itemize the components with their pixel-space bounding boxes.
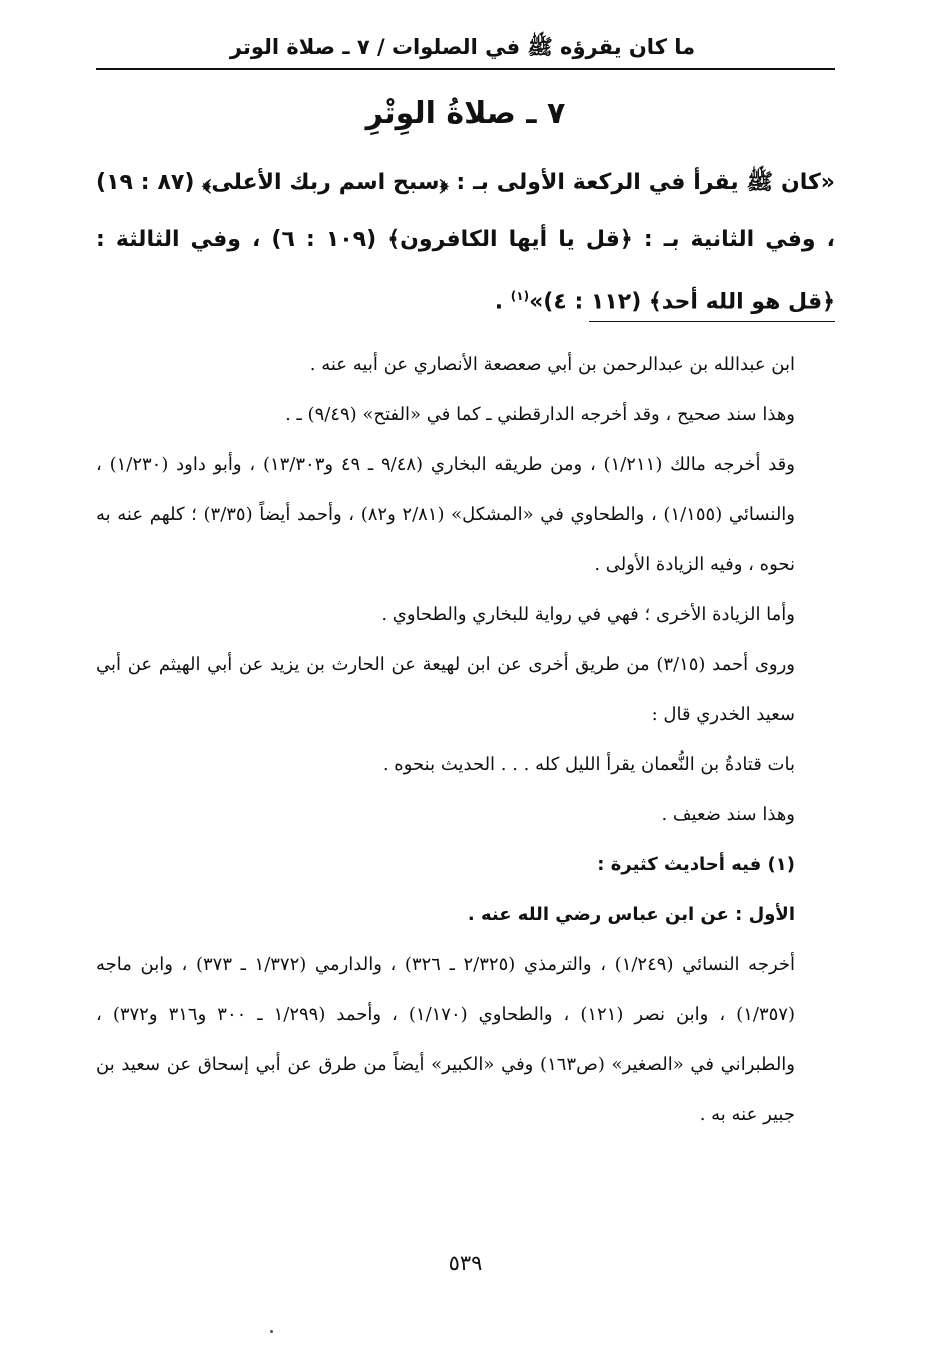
main-text-body: «كان ﷺ يقرأ في الركعة الأولى بـ : ﴿سبح اسم ربك الأعلى﴾ (٨٧ : ١٩) ، وفي الثانية بـ : ﴿قل يا أيها الكافرون﴾ (١٠٩ : ٦) ، وفي الثالثة : ﴿قل هو الله أحد﴾ (١١٢ : ٤)» (96, 170, 836, 315)
footnote-heading: (١) فيه أحاديث كثيرة : (597, 854, 795, 875)
header-rule (96, 68, 835, 70)
running-header: ما كان يقرؤه ﷺ في الصلوات / ٧ ـ صلاة الوتر (229, 35, 696, 59)
footnote-paragraph: وأما الزيادة الأخرى ؛ فهي في رواية للبخاري والطحاوي . (381, 604, 795, 625)
scan-speck (270, 1330, 273, 1333)
footnote-paragraph: بات قتادةُ بن النُّعمان يقرأ الليل كله . . . الحديث بنحوه . (382, 754, 795, 775)
page-number: ٥٣٩ (448, 1251, 483, 1275)
chapter-title: ٧ ـ صلاةُ الوِتْرِ (365, 96, 566, 131)
footnote-reference: (١) (510, 289, 530, 303)
main-text-end: . (494, 289, 511, 315)
footnote-paragraph: أخرجه النسائي (١/٢٤٩) ، والترمذي (٢/٣٢٥ ـ ٣٢٦) ، والدارمي (١/٣٧٢ ـ ٣٧٣) ، وابن ماجه (١/٣٥٧) ، وابن نصر (١٢١) ، والطحاوي (١/١٧٠) ، وأحمد (١/٢٩٩ ـ ٣٠٠ و٣١٦ و٣٧٢) ، والطبراني في «الصغير» (ص١٦٣) وفي «الكبير» أيضاً من طرق عن أبي إسحاق عن سعيد بن جبير عنه به . (96, 954, 796, 1125)
footnote-paragraph: وهذا سند صحيح ، وقد أخرجه الدارقطني ـ كما في «الفتح» (٩/٤٩) ـ . (285, 404, 795, 425)
footnote-paragraph: وهذا سند ضعيف . (661, 804, 795, 825)
footnote-paragraph: وروى أحمد (٣/١٥) من طريق أخرى عن ابن لهيعة عن الحارث بن يزيد عن أبي الهيثم عن أبي سعيد الخدري قال : (96, 654, 795, 725)
footnote-separator (589, 321, 835, 322)
footnote-paragraph: ابن عبدالله بن عبدالرحمن بن أبي صعصعة الأنصاري عن أبيه عنه . (309, 354, 795, 375)
main-text (96, 154, 835, 330)
footnote-subheading: الأول : عن ابن عباس رضي الله عنه . (467, 904, 795, 925)
footnotes (96, 340, 835, 1140)
footnote-paragraph: وقد أخرجه مالك (١/٢١١) ، ومن طريقه البخاري (٩/٤٨ ـ ٤٩ و١٣/٣٠٣) ، وأبو داود (١/٢٣٠) ، والنسائي (١/١٥٥) ، والطحاوي في «المشكل» (٢/٨١ و٨٢) ، وأحمد أيضاً (٣/٣٥) ؛ كلهم عنه به نحوه ، وفيه الزيادة الأولى . (96, 454, 795, 575)
